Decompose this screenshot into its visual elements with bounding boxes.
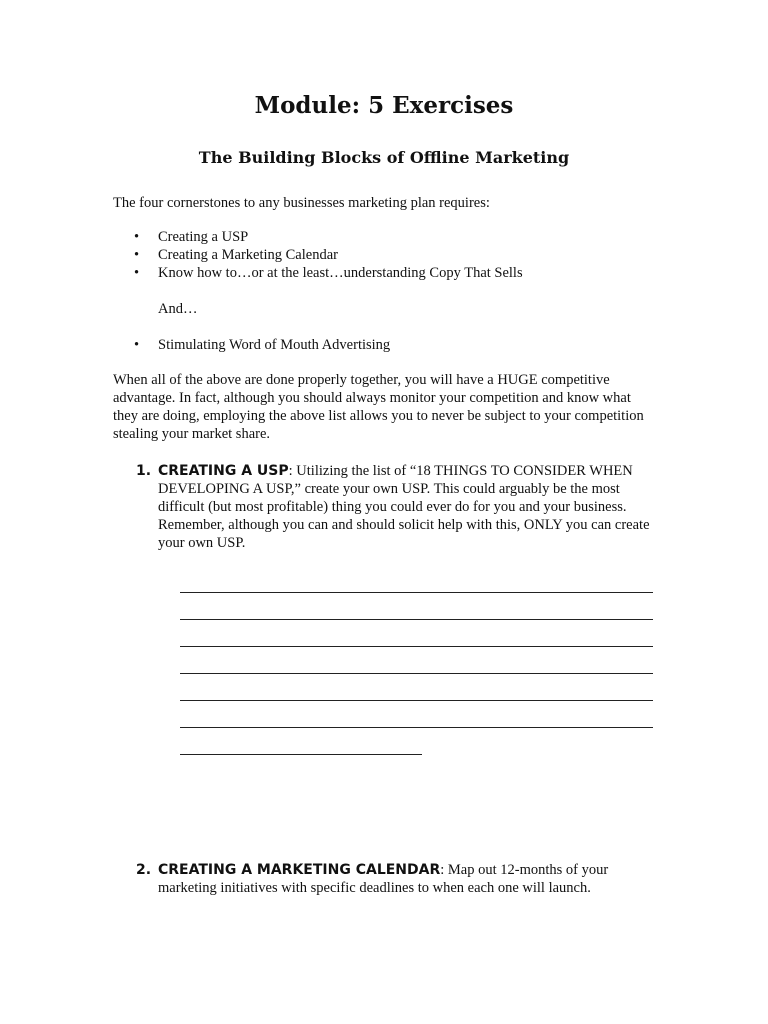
answer-line[interactable] — [180, 646, 653, 647]
cornerstone-list-extra — [134, 336, 390, 354]
list-item: • Know how to…or at the least…understanding Copy That Sells — [134, 265, 523, 281]
exercise-heading: CREATING A USP — [158, 463, 289, 479]
answer-line[interactable] — [180, 700, 653, 701]
page-title: Module: 5 Exercises — [254, 92, 514, 119]
bullet-icon: • — [134, 247, 140, 263]
list-item: • Creating a Marketing Calendar — [134, 247, 338, 263]
list-item: • Creating a USP — [134, 229, 249, 245]
exercise-1 — [136, 462, 656, 552]
exercise-text: : Map out 12-months of your marketing initiatives with specific deadlines to when each one will launch. — [158, 862, 609, 896]
exercise-number: 2. — [136, 862, 152, 878]
intro-text: The four cornerstones to any businesses marketing plan requires: — [113, 195, 490, 211]
answer-lines — [180, 592, 653, 781]
cornerstone-list — [134, 228, 523, 282]
exercise-heading: CREATING A MARKETING CALENDAR — [158, 862, 441, 878]
bullet-icon: • — [134, 229, 140, 245]
answer-line[interactable] — [180, 592, 653, 593]
answer-line[interactable] — [180, 727, 653, 728]
answer-line[interactable] — [180, 619, 653, 620]
exercise-text: : Utilizing the list of “18 THINGS TO CONSIDER WHEN DEVELOPING A USP,” create your own USP. This could arguably be the most difficult (but most profitable) thing you could ever do for you and your business. Remember, although you can and should solicit help with this, ONLY you can create your own USP. — [158, 463, 650, 551]
answer-line[interactable] — [180, 754, 422, 755]
bullet-icon: • — [134, 265, 140, 281]
page-subtitle: The Building Blocks of Offline Marketing — [198, 148, 570, 167]
bullet-icon: • — [134, 337, 140, 353]
list-item: • Stimulating Word of Mouth Advertising — [134, 337, 391, 353]
answer-line[interactable] — [180, 673, 653, 674]
exercise-2 — [136, 861, 656, 897]
body-paragraph: When all of the above are done properly together, you will have a HUGE competitive advantage. In fact, although you should always monitor your competition and know what they are doing, employing the above list allows you to never be subject to your competition stealing your market share. — [113, 372, 644, 442]
exercise-number: 1. — [136, 463, 152, 479]
and-text: And… — [158, 301, 198, 317]
